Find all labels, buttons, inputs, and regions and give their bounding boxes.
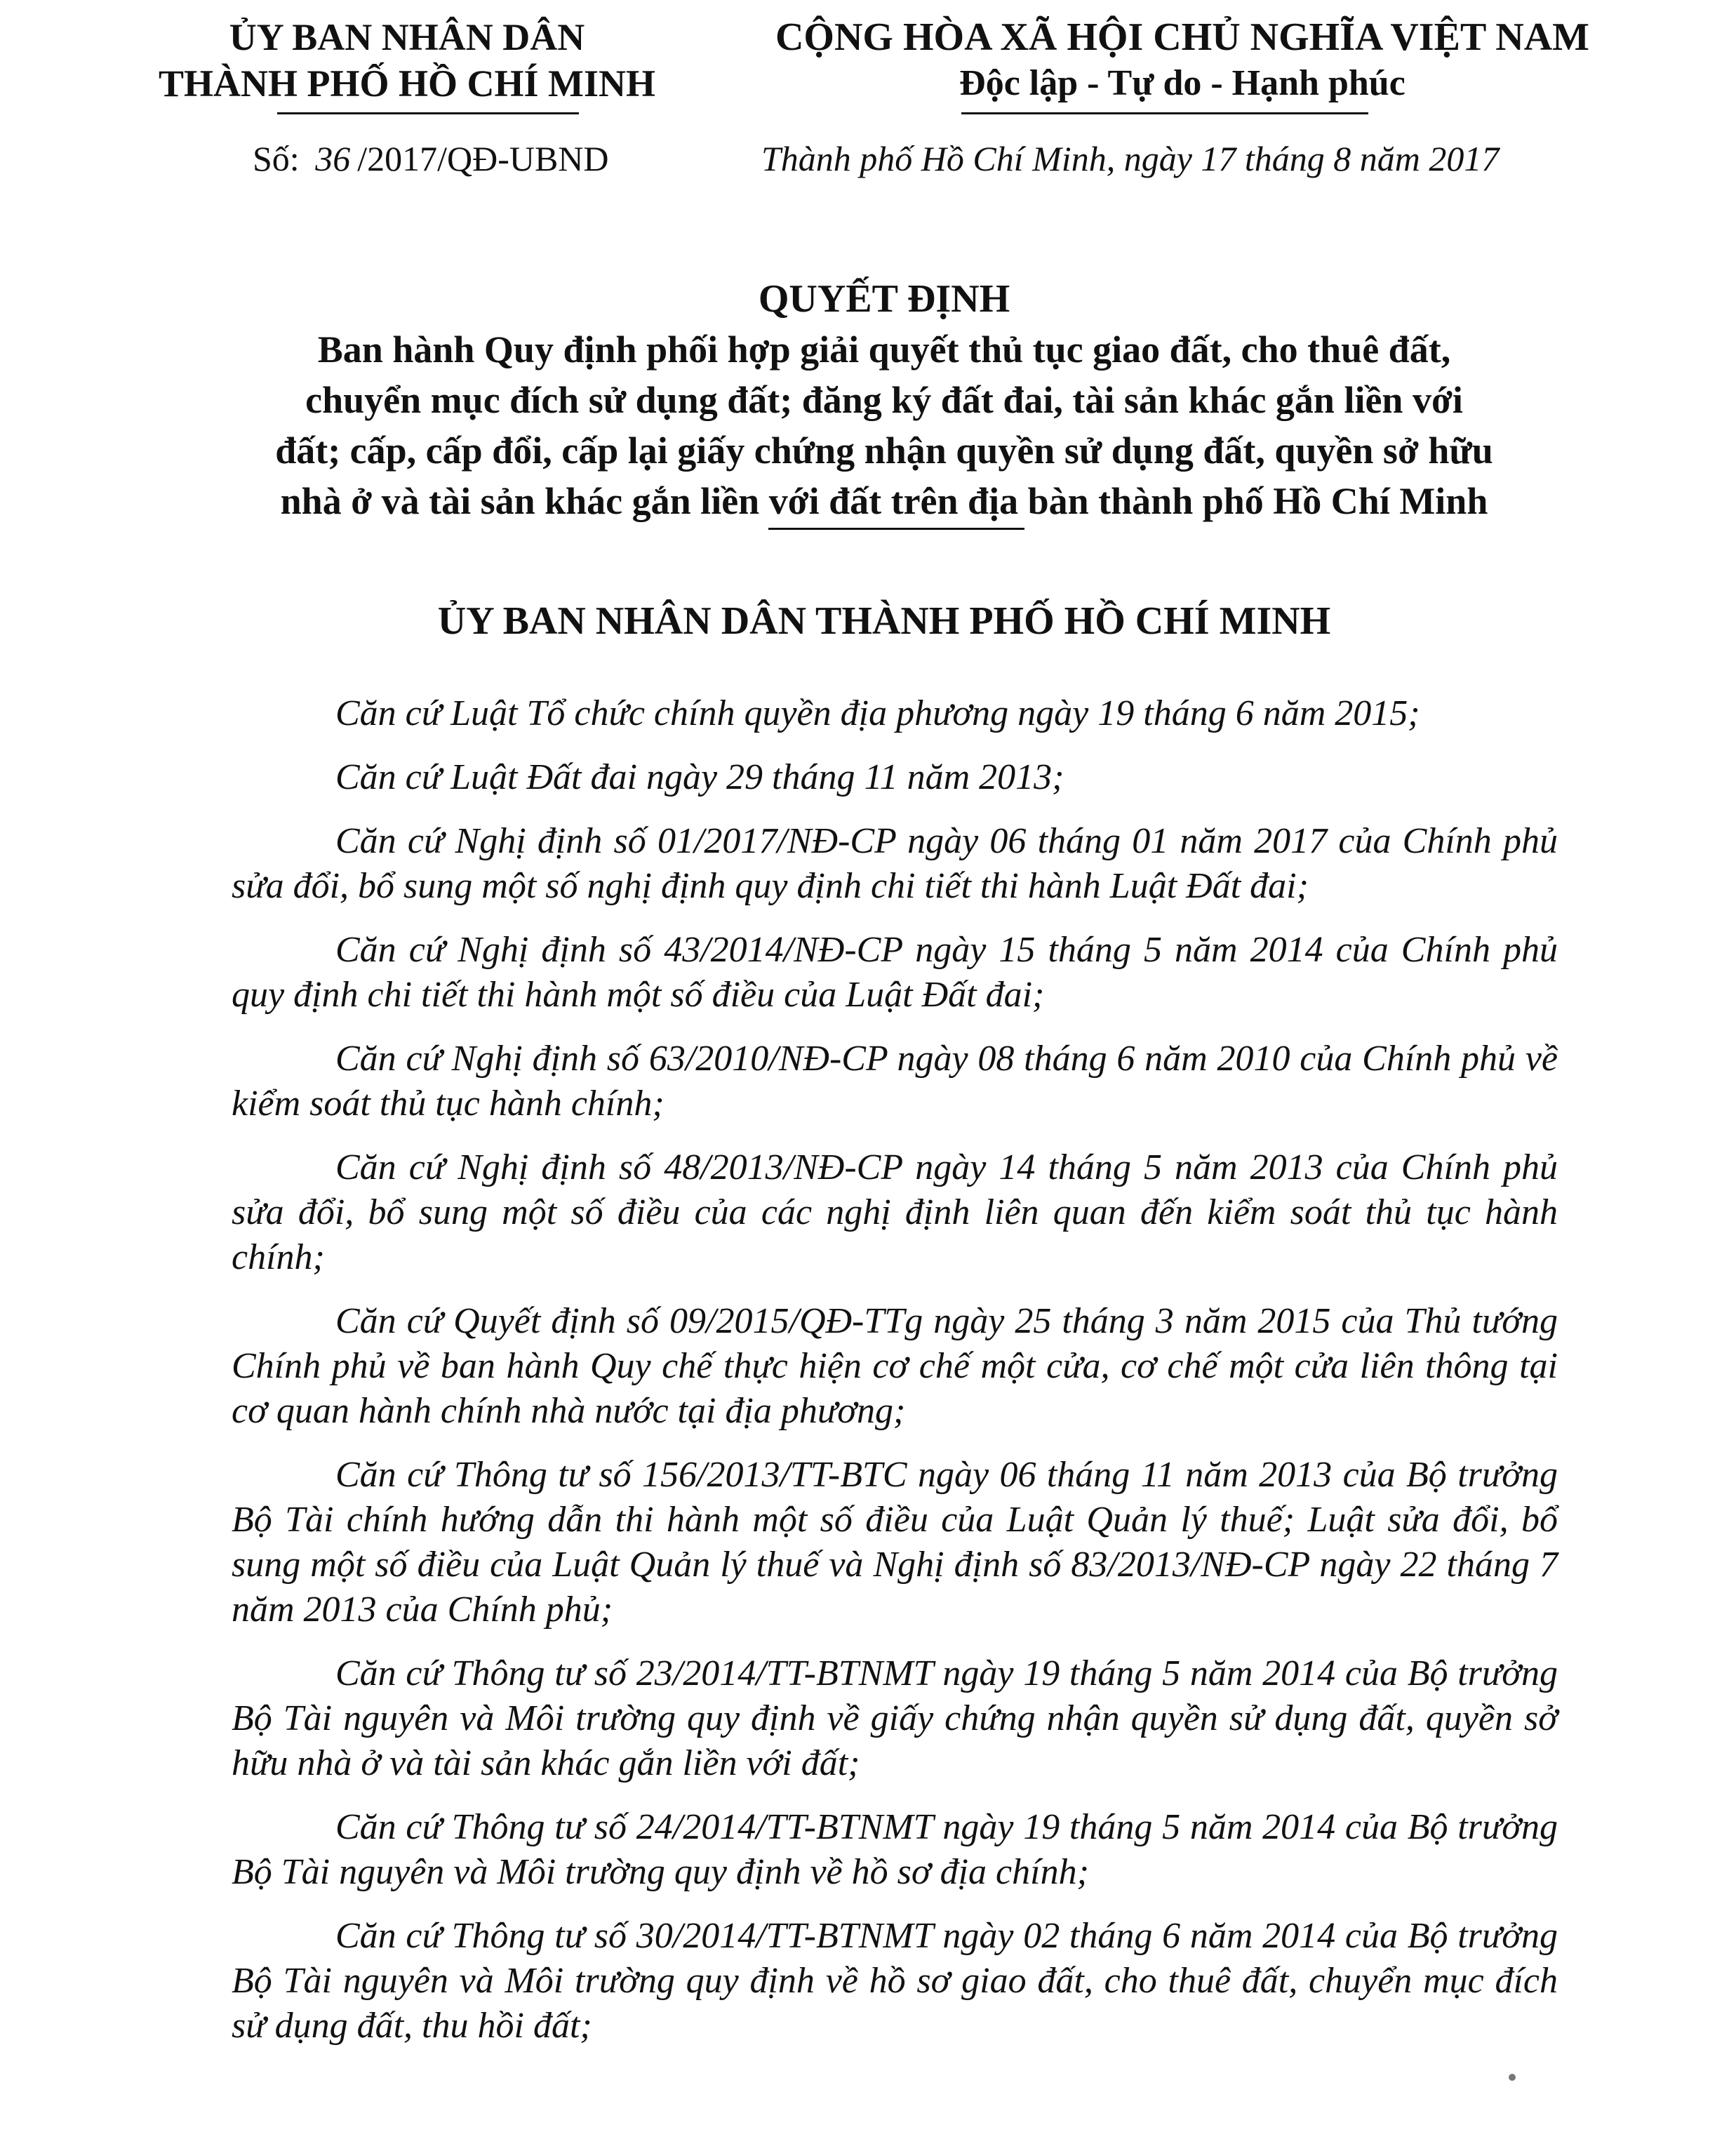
national-title: CỘNG HÒA XÃ HỘI CHỦ NGHĨA VIỆT NAM — [775, 15, 1590, 59]
decision-title-line3: đất; cấp, cấp đổi, cấp lại giấy chứng nhận quyền sử dụng đất, quyền sở hữu — [275, 429, 1493, 472]
legal-basis-item: Căn cứ Quyết định số 09/2015/QĐ-TTg ngày 25 tháng 3 năm 2015 của Thủ tướng Chính phủ về ban hành Quy chế thực hiện cơ chế một cửa, cơ chế một cửa liên thông tại cơ quan hành chính nhà nước tại địa phương; — [232, 1301, 1558, 1431]
legal-basis-item: Căn cứ Nghị định số 01/2017/NĐ-CP ngày 06 tháng 01 năm 2017 của Chính phủ sửa đổi, bổ sung một số nghị định quy định chi tiết thi hành Luật Đất đai; — [232, 821, 1558, 906]
legal-basis-item: Căn cứ Nghị định số 43/2014/NĐ-CP ngày 15 tháng 5 năm 2014 của Chính phủ quy định chi tiết thi hành một số điều của Luật Đất đai; — [232, 930, 1558, 1015]
document-date — [761, 138, 1499, 180]
decision-title-block — [211, 274, 1558, 526]
scan-speck — [1509, 2074, 1516, 2081]
document-number-suffix: /2017/QĐ-UBND — [357, 139, 609, 178]
legal-basis-item: Căn cứ Nghị định số 63/2010/NĐ-CP ngày 08 tháng 6 năm 2010 của Chính phủ về kiểm soát thủ tục hành chính; — [232, 1039, 1558, 1124]
issuing-authority-line2: THÀNH PHỐ HỒ CHÍ MINH — [158, 62, 655, 105]
document-date-suffix: tháng 8 năm 2017 — [1244, 139, 1500, 178]
issuing-authority-underline — [277, 112, 579, 114]
document-number-prefix: Số: — [253, 139, 300, 178]
title-divider — [768, 528, 1024, 530]
national-heading — [723, 14, 1642, 107]
legal-basis-item: Căn cứ Nghị định số 48/2013/NĐ-CP ngày 14 tháng 5 năm 2013 của Chính phủ sửa đổi, bổ sung một số điều của các nghị định liên quan đến kiểm soát thủ tục hành chính; — [232, 1147, 1558, 1277]
document-date-day: 17 — [1201, 139, 1236, 178]
legal-basis-item: Căn cứ Luật Đất đai ngày 29 tháng 11 năm 2013; — [335, 757, 1064, 797]
national-motto: Độc lập - Tự do - Hạnh phúc — [959, 63, 1406, 103]
decision-title-line2: chuyển mục đích sử dụng đất; đăng ký đất đai, tài sản khác gắn liền với — [305, 379, 1463, 421]
legal-bases — [232, 691, 1558, 2067]
decision-title-line1: Ban hành Quy định phối hợp giải quyết thủ tục giao đất, cho thuê đất, — [317, 328, 1451, 371]
legal-basis-item: Căn cứ Thông tư số 30/2014/TT-BTNMT ngày 02 tháng 6 năm 2014 của Bộ trưởng Bộ Tài nguyên và Môi trường quy định về hồ sơ giao đất, cho thuê đất, chuyển mục đích sử dụng đất, thu hồi đất; — [232, 1916, 1558, 2046]
issuing-authority-line1: ỦY BAN NHÂN DÂN — [229, 16, 585, 58]
legal-basis-item: Căn cứ Luật Tổ chức chính quyền địa phương ngày 19 tháng 6 năm 2015; — [335, 693, 1420, 733]
document-number-handwritten: 36 — [315, 139, 351, 178]
document-number — [253, 138, 609, 180]
decision-title-line4: nhà ở và tài sản khác gắn liền với đất trên địa bàn thành phố Hồ Chí Minh — [280, 480, 1488, 522]
issuer-heading: ỦY BAN NHÂN DÂN THÀNH PHỐ HỒ CHÍ MINH — [437, 599, 1331, 643]
document-date-prefix: Thành phố Hồ Chí Minh, ngày — [761, 139, 1192, 178]
legal-basis-item: Căn cứ Thông tư số 23/2014/TT-BTNMT ngày 19 tháng 5 năm 2014 của Bộ trưởng Bộ Tài nguyên và Môi trường quy định về giấy chứng nhận quyền sử dụng đất, quyền sở hữu nhà ở và tài sản khác gắn liền với đất; — [232, 1653, 1558, 1783]
legal-basis-item: Căn cứ Thông tư số 24/2014/TT-BTNMT ngày 19 tháng 5 năm 2014 của Bộ trưởng Bộ Tài nguyên và Môi trường quy định về hồ sơ địa chính; — [232, 1807, 1558, 1892]
decision-type: QUYẾT ĐỊNH — [758, 277, 1010, 321]
issuing-authority — [105, 14, 709, 107]
legal-basis-item: Căn cứ Thông tư số 156/2013/TT-BTC ngày 06 tháng 11 năm 2013 của Bộ trưởng Bộ Tài chính hướng dẫn thi hành một số điều của Luật Quản lý thuế; Luật sửa đổi, bổ sung một số điều của Luật Quản lý thuế và Nghị định số 83/2013/NĐ-CP ngày 22 tháng 7 năm 2013 của Chính phủ; — [232, 1455, 1558, 1630]
national-motto-underline — [961, 112, 1368, 114]
